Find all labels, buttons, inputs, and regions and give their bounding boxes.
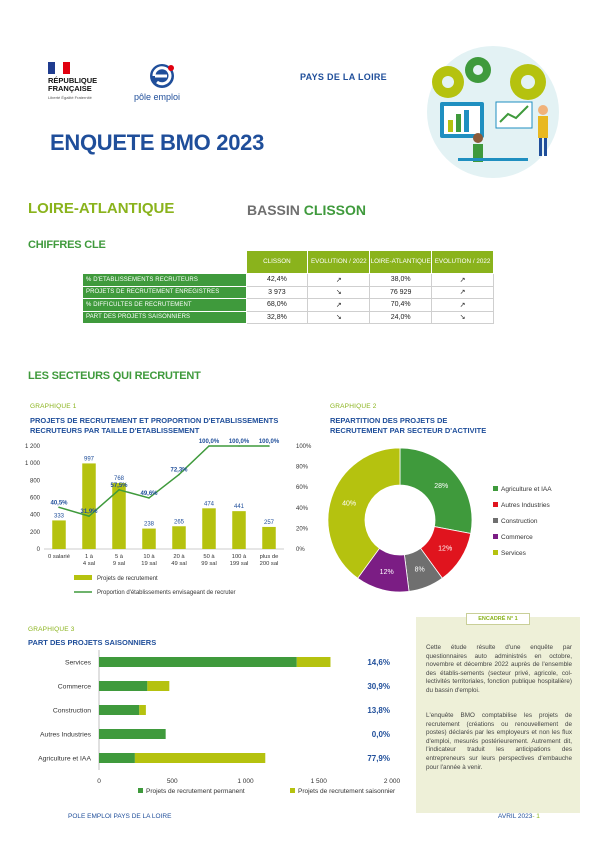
bar: [262, 527, 276, 549]
encadre-label: ENCADRÉ N° 1: [466, 613, 530, 625]
bar-segment: [99, 729, 166, 739]
category-label: Autres Industries: [40, 731, 91, 739]
legend-swatch: [290, 788, 295, 793]
cell-bassin: 68,0%: [246, 299, 308, 312]
header-illustration: [418, 40, 568, 180]
cell-bassin: 32,8%: [246, 311, 308, 324]
cell-evo-dept: ↗: [432, 299, 494, 312]
footer-date-text: AVRIL 2023: [498, 813, 533, 820]
cell-bassin: 42,4%: [246, 274, 308, 287]
graph3-title: PART DES PROJETS SAISONNIERS: [28, 638, 157, 647]
legend-label: Construction: [501, 518, 538, 525]
encadre-paragraph-1: Cette étude résulte d'une enquête par questionnaires auto administrés en octobre, novembre et décembre 2022 auprès de l'ensemble des établis-sements (secteur privé, agricole, col-lectivités territoriales, fonction publique hospitalière) du bassin d'emploi.: [426, 644, 572, 694]
bar-segment: [297, 657, 331, 667]
category-label: Commerce: [57, 683, 91, 691]
row-label: % D'ETABLISSEMENTS RECRUTEURS: [83, 274, 247, 287]
y-left-tick-label: 600: [29, 495, 40, 502]
y-right-tick-label: 100%: [296, 444, 312, 450]
x-tick-label: 20 à 49 sal: [171, 554, 187, 567]
x-tick-label: 500: [166, 778, 178, 785]
legend-swatch-bar: [74, 575, 92, 580]
legend-swatch: [493, 550, 498, 555]
line-point: [178, 474, 180, 476]
category-label: Services: [64, 659, 91, 667]
line-value-label: 40,5%: [50, 500, 68, 507]
bar-value-label: 768: [113, 476, 125, 483]
bar: [52, 520, 66, 549]
footer-page: - 1: [532, 813, 540, 820]
line-point: [208, 445, 210, 447]
republique-line1: RÉPUBLIQUE: [48, 76, 98, 85]
y-right-tick-label: 20%: [296, 526, 309, 533]
line-point: [268, 445, 270, 447]
devise: Liberté Égalité Fraternité: [48, 95, 92, 100]
category-label: Agriculture et IAA: [38, 755, 91, 763]
share-label: 14,6%: [367, 658, 390, 667]
table-header-row: [83, 251, 494, 274]
cell-evo-dept: ↗: [432, 274, 494, 287]
sectors-title: LES SECTEURS QUI RECRUTENT: [28, 370, 201, 382]
bar: [82, 463, 96, 549]
line-value-label: 72,3%: [170, 467, 188, 474]
x-tick-label: 5 à 9 sal: [112, 554, 126, 567]
cell-evo-bassin: ↘: [308, 286, 370, 299]
graph2-title: REPARTITION DES PROJETS DE RECRUTEMENT PAR SECTEUR D'ACTIVITE: [330, 416, 487, 435]
bar: [142, 529, 156, 549]
pie-slice: [400, 448, 472, 533]
table-row: [83, 311, 494, 324]
bar-segment: [99, 753, 135, 763]
bar-segment: [135, 753, 265, 763]
graph1-title: PROJETS DE RECRUTEMENT ET PROPORTION D'ETABLISSEMENTS RECRUTEURS PAR TAILLE D'ETABLISSEMENT: [30, 416, 279, 435]
encadre-paragraph-2: L'enquête BMO comptabilise les projets de recrutement (créations ou renouvellement de postes) déclarés par les employeurs et non les flux d'emploi, mesurés postérieurement. Autrement dit, l'indicateur traduit les anticipations des entrepreneurs sur leurs perspectives d'embauche pour l'année à venir.: [426, 712, 572, 771]
legend-label: Projets de recrutement permanent: [146, 788, 245, 795]
page-title: ENQUETE BMO 2023: [50, 130, 265, 155]
share-label: 13,8%: [367, 706, 390, 715]
legend-swatch: [138, 788, 143, 793]
slice-label: 12%: [438, 545, 453, 553]
bar: [172, 526, 186, 549]
legend-label: Commerce: [501, 534, 533, 541]
legend-swatch: [493, 518, 498, 523]
share-label: 77,9%: [367, 754, 390, 763]
category-label: Construction: [52, 707, 91, 715]
y-right-tick-label: 40%: [296, 505, 309, 512]
table-header-blank: [83, 251, 247, 274]
french-flag-icon: [48, 62, 70, 74]
footer-date: [498, 813, 540, 820]
share-label: 30,9%: [367, 682, 390, 691]
cell-evo-bassin: ↗: [308, 274, 370, 287]
graph3-kicker: GRAPHIQUE 3: [28, 626, 75, 633]
column-header: EVOLUTION / 2022: [308, 251, 370, 274]
graph3-chart: [20, 648, 415, 808]
bar-segment: [99, 681, 147, 691]
row-label: % DIFFICULTES DE RECRUTEMENT: [83, 299, 247, 312]
line-point: [148, 497, 150, 499]
legend-label: Proportion d'établissements envisageant de recruter: [97, 590, 236, 596]
line-value-label: 100,0%: [258, 439, 280, 445]
y-left-tick-label: 0: [36, 547, 40, 553]
y-left-tick-label: 800: [29, 478, 40, 485]
slice-label: 8%: [414, 566, 425, 574]
line-point: [238, 445, 240, 447]
slice-label: 40%: [342, 500, 357, 508]
legend-swatch: [493, 534, 498, 539]
line-value-label: 49,6%: [140, 490, 158, 497]
legend-label: Autres Industries: [501, 502, 550, 509]
bassin-prefix: BASSIN: [247, 202, 300, 218]
legend-label: Agriculture et IAA: [501, 486, 552, 493]
bar-value-label: 333: [53, 513, 65, 520]
bar: [232, 511, 246, 549]
bar-value-label: 441: [233, 504, 245, 511]
slice-label: 12%: [379, 568, 394, 576]
cell-evo-dept: ↘: [432, 311, 494, 324]
column-header: EVOLUTION / 2022: [432, 251, 494, 274]
slice-label: 28%: [434, 482, 449, 490]
column-header: CLISSON: [246, 251, 308, 274]
line-value-label: 57,5%: [110, 482, 128, 489]
legend-swatch: [493, 486, 498, 491]
table-row: [83, 299, 494, 312]
pole-emploi-logo: [132, 62, 194, 106]
x-tick-label: 0 salarié: [48, 554, 70, 560]
bar-segment: [147, 681, 169, 691]
x-tick-label: 0: [97, 778, 101, 785]
y-left-tick-label: 200: [29, 529, 40, 536]
x-tick-label: 10 à 19 sal: [141, 554, 157, 567]
y-right-tick-label: 80%: [296, 464, 309, 471]
cell-bassin: 3 973: [246, 286, 308, 299]
cell-evo-dept: ↗: [432, 286, 494, 299]
legend-label: Projets de recrutement: [97, 576, 158, 582]
line-point: [118, 489, 120, 491]
x-tick-label: 2 000: [383, 778, 401, 785]
y-left-tick-label: 1 000: [24, 461, 40, 468]
cell-evo-bassin: ↗: [308, 299, 370, 312]
republique-francaise-logo: [48, 62, 108, 100]
y-right-tick-label: 60%: [296, 485, 309, 492]
region-label: PAYS DE LA LOIRE: [300, 72, 387, 82]
row-label: PROJETS DE RECRUTEMENT ENREGISTRES: [83, 286, 247, 299]
line-point: [88, 515, 90, 517]
y-right-tick-label: 0%: [296, 547, 305, 553]
x-tick-label: 1 à 4 sal: [82, 554, 96, 567]
bar-value-label: 238: [143, 521, 155, 528]
row-label: PART DES PROJETS SAISONNIERS: [83, 311, 247, 324]
graph2-chart: [325, 440, 575, 600]
bar-value-label: 474: [203, 501, 215, 508]
graph2-kicker: GRAPHIQUE 2: [330, 403, 377, 410]
graph1-chart: [14, 436, 324, 606]
bar-value-label: 257: [263, 519, 275, 526]
legend-label: Projets de recrutement saisonnier: [298, 788, 396, 795]
bar-segment: [99, 705, 139, 715]
x-tick-label: 50 à 99 sal: [201, 554, 217, 567]
key-figures-title: CHIFFRES CLE: [28, 239, 106, 251]
pole-emploi-text: pôle emploi: [134, 92, 181, 102]
bar: [202, 508, 216, 549]
line-point: [58, 506, 60, 508]
legend-swatch: [493, 502, 498, 507]
cell-dept: 76 929: [370, 286, 432, 299]
line-value-label: 100,0%: [228, 439, 250, 445]
share-label: 0,0%: [371, 730, 390, 739]
cell-evo-bassin: ↘: [308, 311, 370, 324]
x-tick-label: 100 à 199 sal: [229, 554, 249, 567]
x-tick-label: 1 000: [237, 778, 254, 785]
bassin-heading: [247, 202, 366, 218]
bar-value-label: 265: [173, 519, 185, 526]
bar-value-label: 997: [83, 456, 95, 463]
cell-dept: 38,0%: [370, 274, 432, 287]
legend-label: Services: [501, 550, 526, 557]
y-left-tick-label: 400: [29, 512, 40, 519]
line-value-label: 31,9%: [80, 509, 98, 516]
bassin-name: CLISSON: [303, 202, 367, 218]
bar-segment: [139, 705, 146, 715]
line-value-label: 100,0%: [198, 439, 220, 445]
y-left-tick-label: 1 200: [24, 444, 40, 450]
table-row: [83, 274, 494, 287]
x-tick-label: plus de 200 sal: [259, 554, 279, 567]
key-figures-table: [82, 250, 494, 324]
cell-dept: 70,4%: [370, 299, 432, 312]
republique-line2: FRANÇAISE: [48, 84, 92, 93]
department-name: LOIRE-ATLANTIQUE: [28, 200, 175, 217]
footer-organisation: POLE EMPLOI PAYS DE LA LOIRE: [68, 813, 172, 820]
graph1-kicker: GRAPHIQUE 1: [30, 403, 77, 410]
bar-segment: [99, 657, 297, 667]
cell-dept: 24,0%: [370, 311, 432, 324]
table-row: [83, 286, 494, 299]
column-header: LOIRE-ATLANTIQUE: [370, 251, 432, 274]
x-tick-label: 1 500: [310, 778, 327, 785]
